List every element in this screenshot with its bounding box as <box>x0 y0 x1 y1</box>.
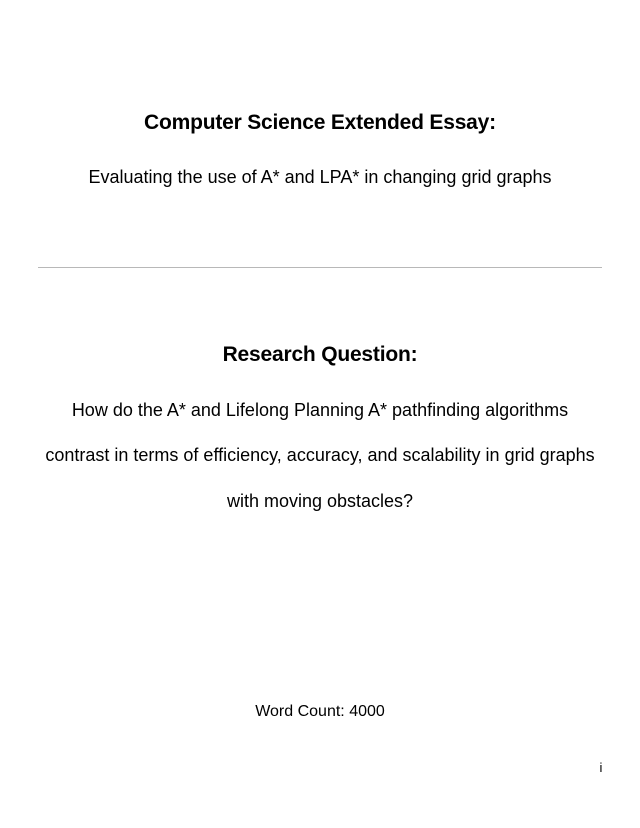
research-question-line: with moving obstacles? <box>226 491 414 511</box>
research-question-line: contrast in terms of efficiency, accuracy, and scalability in grid graphs <box>45 445 595 465</box>
research-question-heading: Research Question: <box>222 343 418 366</box>
essay-title: Computer Science Extended Essay: <box>144 111 496 134</box>
research-question-line: How do the A* and Lifelong Planning A* pathfinding algorithms <box>71 400 569 420</box>
word-count: Word Count: 4000 <box>255 703 385 720</box>
section-divider <box>38 267 602 268</box>
essay-subtitle: Evaluating the use of A* and LPA* in changing grid graphs <box>88 167 552 187</box>
page-number: i <box>599 760 603 775</box>
